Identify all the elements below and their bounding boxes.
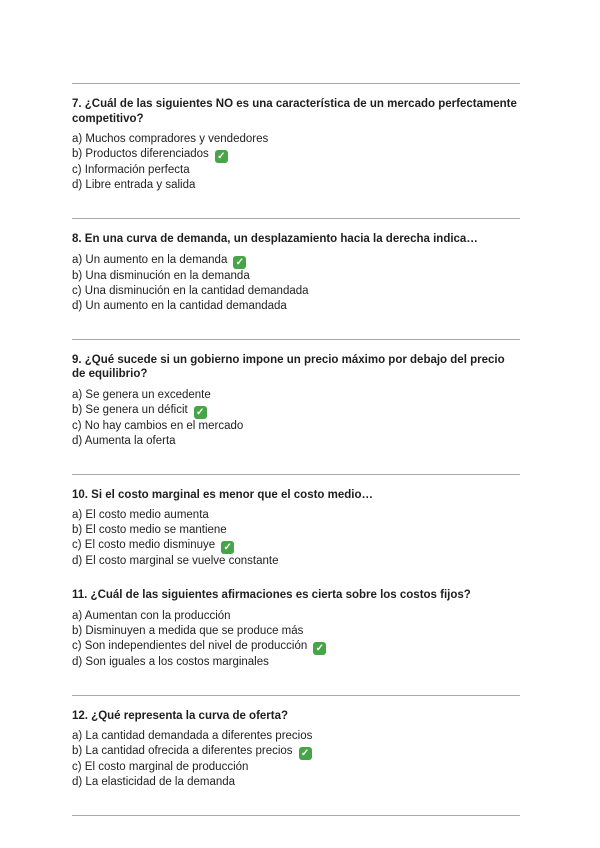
answer-option [72, 639, 520, 655]
option-label: c) Información perfecta [72, 164, 190, 176]
option-label: b) Productos diferenciados [72, 148, 209, 160]
answer-option [72, 624, 520, 639]
section-divider [72, 83, 520, 84]
option-label: a) Aumentan con la producción [72, 609, 231, 622]
option-label: c) Una disminución en la cantidad demandada [72, 284, 309, 297]
correct-answer-check-icon: ✓ [215, 150, 228, 163]
option-label: a) Se genera un excedente [72, 388, 211, 401]
question-title: 12. ¿Qué representa la curva de oferta? [72, 709, 289, 722]
answer-option [72, 538, 520, 554]
answer-option [72, 508, 520, 523]
answer-option [72, 760, 520, 775]
correct-answer-check-icon: ✓ [221, 541, 234, 554]
answer-option [72, 609, 520, 624]
answer-option [72, 253, 520, 269]
answer-option [72, 132, 520, 147]
option-label: a) El costo medio aumenta [72, 509, 209, 521]
options-list [72, 729, 520, 790]
option-label: d) La elasticidad de la demanda [72, 776, 236, 788]
answer-option [72, 655, 520, 670]
option-label: d) Libre entrada y salida [72, 179, 196, 191]
option-label: b) Una disminución en la demanda [72, 269, 250, 282]
correct-answer-check-icon: ✓ [194, 406, 207, 419]
answer-option [72, 403, 520, 419]
question-block [72, 88, 520, 203]
answer-option [72, 269, 520, 284]
question-block [72, 344, 520, 459]
section-divider [72, 218, 520, 219]
option-label: b) Se genera un déficit [72, 403, 188, 416]
option-label: d) Son iguales a los costos marginales [72, 655, 269, 668]
options-list [72, 388, 520, 449]
answer-option [72, 299, 520, 314]
answer-option [72, 163, 520, 178]
options-list [72, 609, 520, 670]
options-list [72, 508, 520, 569]
option-label: d) Un aumento en la cantidad demandada [72, 299, 287, 312]
section-divider [72, 339, 520, 340]
option-label: a) La cantidad demandada a diferentes precios [72, 730, 313, 742]
answer-option [72, 388, 520, 403]
answer-option [72, 554, 520, 569]
question-block [72, 700, 520, 801]
correct-answer-check-icon: ✓ [313, 642, 326, 655]
option-label: c) El costo marginal de producción [72, 761, 249, 773]
answer-option [72, 419, 520, 434]
option-label: a) Muchos compradores y vendedores [72, 133, 269, 145]
answer-option [72, 434, 520, 449]
option-label: b) El costo medio se mantiene [72, 524, 227, 536]
answer-option [72, 775, 520, 790]
answer-option [72, 147, 520, 163]
answer-option [72, 523, 520, 538]
options-list [72, 253, 520, 314]
answer-option [72, 744, 520, 760]
correct-answer-check-icon: ✓ [299, 747, 312, 760]
option-label: c) No hay cambios en el mercado [72, 419, 244, 432]
option-label: b) La cantidad ofrecida a diferentes precios [72, 745, 293, 757]
option-label: c) Son independientes del nivel de producción [72, 639, 308, 652]
section-divider [72, 815, 520, 816]
answer-option [72, 178, 520, 193]
section-divider [72, 474, 520, 475]
answer-option [72, 284, 520, 299]
question-title: 8. En una curva de demanda, un desplazamiento hacia la derecha indica… [72, 233, 478, 245]
answer-option [72, 729, 520, 744]
option-label: d) Aumenta la oferta [72, 434, 176, 447]
question-block [72, 223, 520, 324]
correct-answer-check-icon: ✓ [233, 256, 246, 269]
options-list [72, 132, 520, 193]
option-label: c) El costo medio disminuye [72, 539, 216, 551]
option-label: b) Disminuyen a medida que se produce más [72, 624, 304, 637]
question-block [72, 479, 520, 580]
question-title: 10. Si el costo marginal es menor que el costo medio… [72, 488, 374, 501]
question-title: 9. ¿Qué sucede si un gobierno impone un precio máximo por debajo del precio de equilibrio? [72, 353, 505, 380]
question-block [72, 579, 520, 680]
section-divider [72, 695, 520, 696]
option-label: d) El costo marginal se vuelve constante [72, 555, 279, 567]
question-title: 7. ¿Cuál de las siguientes NO es una característica de un mercado perfectamente competitivo? [72, 98, 517, 125]
option-label: a) Un aumento en la demanda [72, 253, 228, 266]
question-title: 11. ¿Cuál de las siguientes afirmaciones es cierta sobre los costos fijos? [72, 589, 471, 601]
